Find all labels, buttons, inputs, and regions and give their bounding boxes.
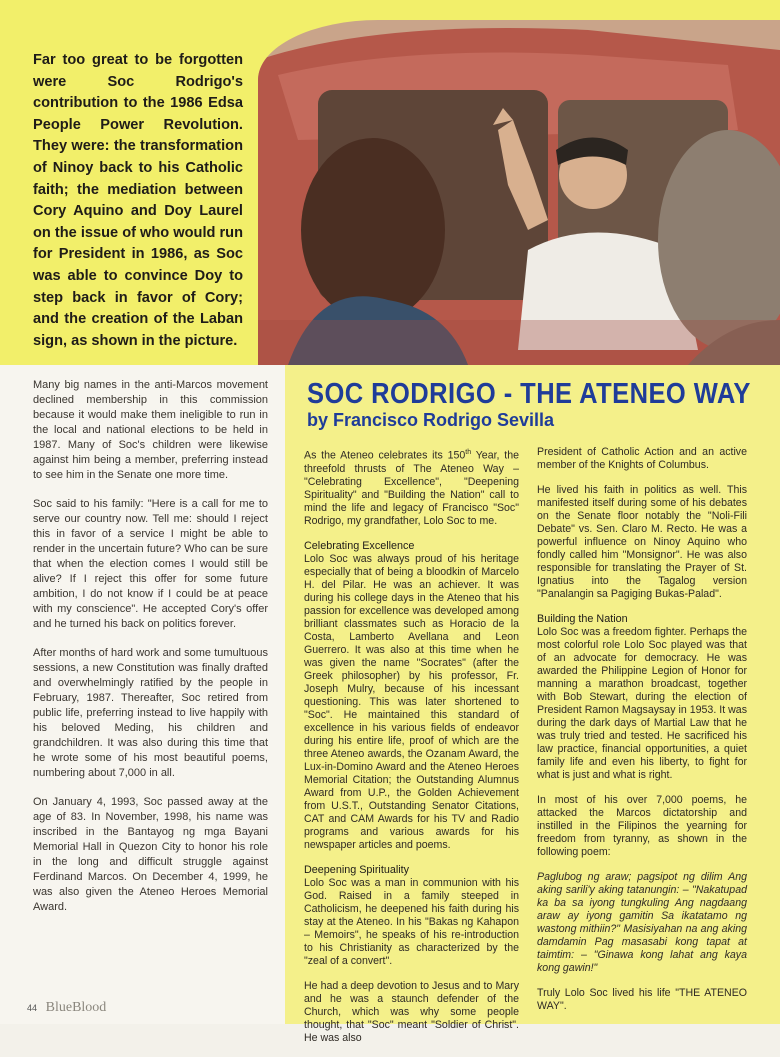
subhead-celebrating-excellence: Celebrating Excellence [304, 539, 415, 552]
article-byline: by Francisco Rodrigo Sevilla [307, 410, 555, 430]
subhead-deepening-spirituality: Deepening Spirituality [304, 863, 410, 876]
intro-text-a: As the Ateneo celebrates its 150 [304, 449, 466, 462]
intro-paragraph [304, 446, 519, 528]
article-title: SOC RODRIGO - THE ATENEO WAY [307, 378, 751, 410]
left-paragraph: On January 4, 1993, Soc passed away at the age of 83. In November, 1998, his name was inscribed in the Bantayog ng mga Bayani Memorial Hall in Quezon City to honor his role in the long and difficult struggle against Ferdinand Marcos. On December 4, 1999, he was also given the Ateneo Heroes Memorial Award. [33, 796, 268, 913]
closing-line: Truly Lolo Soc lived his life "THE ATENEO WAY". [537, 987, 747, 1012]
left-paragraph: Soc said to his family: "Here is a call for me to serve our country now. Tell me: should I reject this in favor of a service I might be able to render in the uncertain future? Who can be sure that when the election comes I would still be alive? If I reject this offer for some future ambition, I do not know if I could be at peace with my conscience". He accepted Cory's offer and he turned his back on politics forever. [33, 498, 268, 630]
section-building-the-nation [537, 613, 747, 782]
article-column-1 [304, 446, 519, 1057]
intro-text-b: Year, the threefold thrusts of The Ateneo Way – "Celebrating Excellence", "Deepening Spirituality" and "Building the Nation" call to mind the life and legacy of Francisco "Soc" Rodrigo, my grandfather, Lolo Soc to me. [304, 449, 519, 527]
right-paragraph: President of Catholic Action and an active member of the Knights of Columbus. [537, 446, 747, 471]
right-paragraph: He lived his faith in politics as well. This manifested itself during some of his debates on the Senate floor notably the "Noli-Fili Debate" vs. Sen. Claro M. Recto. He was a powerful influence on Ninoy Aquino who fondly called him "Monsignor". He was also responsible for translating the Prayer of St. Ignatius into the Tagalog version "Panalangin sa Pagiging Bukas-Palad". [537, 484, 747, 600]
left-paragraph: Many big names in the anti-Marcos movement declined membership in this commission because it would make them ineligible to run in the local and national elections to be held in 1987. Many of Soc's children were likewise against him being a member, preferring instead to see him in the Senate one more time. [33, 379, 268, 481]
article-column-2 [537, 446, 747, 1025]
pull-quote: Far too great to be forgotten were Soc Rodrigo's contribution to the 1986 Edsa People Power Revolution. They were: the transformation of Ninoy back to his Catholic faith; the mediation between Cory Aquino and Doy Laurel on the issue of who would run for President in 1986, as Soc was able to convince Doy to step back in favor of Cory; and the creation of the Laban sign, as shown in the picture. [33, 52, 243, 349]
section-deepening-spirituality [304, 864, 519, 968]
section-text: Lolo Soc was always proud of his heritage especially that of being a bloodkin of Marcelo H. del Pilar. He was an achiever. It was during his college days in the Ateneo that his passion for excellence was developed among brilliant classmates such as Horacio de la Costa, Lamberto Avellana and Leon Guerrero. It was also at this time when he was given the name "Socrates" (after the Greek philosopher) by his professor, Fr. Joseph Mulry, because of his incessant questioning. This was later shortened to "Soc". He maintained this standard of excellence in his various fields of endeavor during his entire life, proof of which are the three Ateneo awards, the Ozanam Award, the Lux-in-Domino Award and the Ateneo Heroes Memorial Citation; the Outstanding Alumnus Award from U.P., the Golden Achievement from U.S.T., Outstanding Senator Citations, CAT and CAM Awards for his TV and Radio programs and various awards for his newspaper articles and poems. [304, 552, 519, 851]
section-celebrating-excellence [304, 540, 519, 852]
ordinal-suffix: th [465, 449, 472, 456]
page-number: 44 [27, 1003, 38, 1013]
spirituality-paragraph-2: He had a deep devotion to Jesus and to Mary and he was a staunch defender of the Church, which was why some people thought, that "Soc" meant "Soldier of Christ". He was also [304, 979, 519, 1044]
left-column [33, 378, 268, 929]
section-text: Lolo Soc was a freedom fighter. Perhaps the most colorful role Lolo Soc played was that of an advocate for democracy. He was awarded the Philippine Legion of Honor for manning a marathon broadcast, together with Bob Stewart, during the election of President Ramon Magsaysay in 1953. It was during the dark days of Martial Law that he was truly tried and tested. He sacrificed his law practice, financial opportunities, a quiet family life and even his liberty, to fight for what is just and what is right. [537, 626, 747, 781]
section-text: Lolo Soc was a man in communion with his God. Raised in a family steeped in Catholicism, he deepened his faith during his stay at the Ateneo. In his "Bakas ng Kahapon – Memoirs", he speaks of his re-introduction to his Christianity as characterized by the "zeal of a convert". [304, 876, 519, 967]
poem: Paglubog ng araw; pagsipot ng dilim Ang aking sarili'y aking tatanungin: – "Nakatupad ka ba sa iyong tungkuling Ang nagdaang araw ay iyong gamitin Sa ikatatamo ng wastong mithiin?" Masisiyahan na ang aking damdamin Pag masasabi kong tapat at taimtim: – "Ginawa kong lahat ang kaya kong gawin!" [537, 871, 747, 974]
laban-sign-photo [258, 20, 780, 365]
photo-illustration [258, 20, 780, 365]
page-footer [27, 999, 106, 1016]
publication-name: BlueBlood [45, 1000, 107, 1015]
left-paragraph: After months of hard work and some tumultuous sessions, a new Constitution was finally drafted and overwhelmingly ratified by the people in February, 1987. Thereafter, Soc retired from public life, preferring instead to live happily with his beloved Meding, his children and grandchildren. It was also during this time that he wrote some of his most beautiful poems, numbering about 7,000 in all. [33, 647, 268, 779]
right-paragraph: In most of his over 7,000 poems, he attacked the Marcos dictatorship and instilled in the Filipinos the yearning for freedom from tyranny, as shown in the following poem: [537, 794, 747, 858]
subhead-building-the-nation: Building the Nation [537, 613, 628, 625]
